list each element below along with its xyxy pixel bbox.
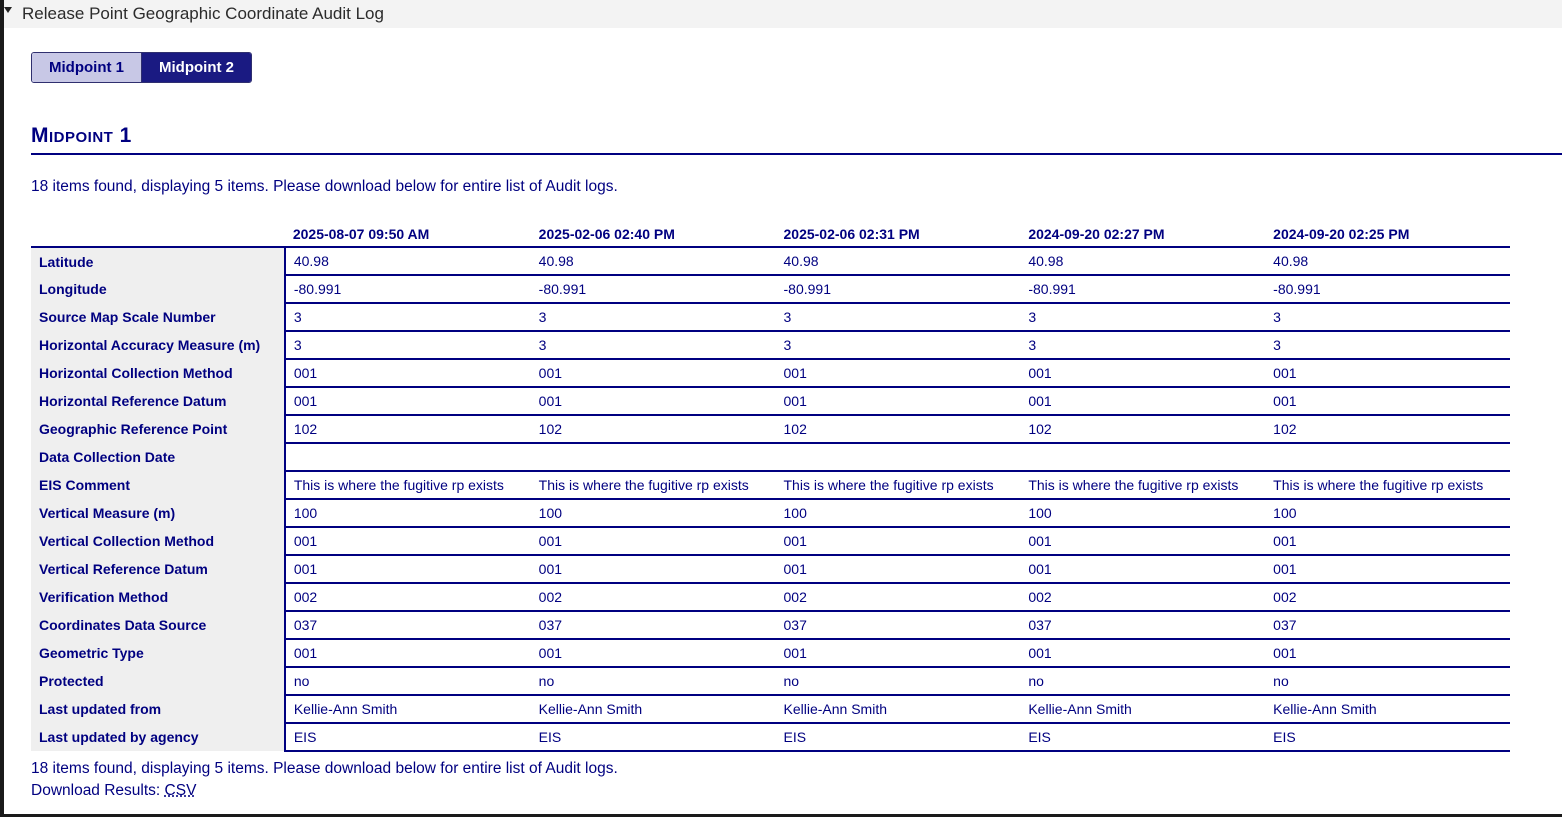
table-cell: 002 [285, 583, 531, 611]
csv-download-link[interactable]: CSV [164, 782, 197, 799]
table-cell: 102 [776, 415, 1021, 443]
row-header: Vertical Collection Method [31, 527, 285, 555]
audit-log-table [31, 222, 1510, 752]
table-cell: 001 [531, 555, 776, 583]
column-header: 2024-09-20 02:25 PM [1265, 222, 1510, 247]
table-cell: -80.991 [531, 275, 776, 303]
row-header: Geographic Reference Point [31, 415, 285, 443]
table-cell: Kellie-Ann Smith [1020, 695, 1265, 723]
table-cell: This is where the fugitive rp exists [531, 471, 776, 499]
table-cell: Kellie-Ann Smith [285, 695, 531, 723]
table-cell [776, 443, 1021, 471]
table-row [31, 555, 1510, 583]
table-cell: 001 [1265, 639, 1510, 667]
table-cell: 3 [285, 331, 531, 359]
table-cell: -80.991 [1020, 275, 1265, 303]
table-cell: no [531, 667, 776, 695]
table-row [31, 667, 1510, 695]
table-cell: 001 [285, 639, 531, 667]
table-cell: no [1020, 667, 1265, 695]
table-row [31, 387, 1510, 415]
collapse-caret-icon[interactable] [4, 7, 12, 13]
table-cell: 001 [531, 359, 776, 387]
table-cell: 001 [776, 555, 1021, 583]
table-cell: 3 [1265, 303, 1510, 331]
table-cell: 001 [285, 359, 531, 387]
row-header: Last updated by agency [31, 723, 285, 751]
table-cell: 102 [1020, 415, 1265, 443]
table-cell: 3 [1020, 303, 1265, 331]
table-cell: 001 [1020, 387, 1265, 415]
table-cell: 3 [776, 331, 1021, 359]
table-row [31, 275, 1510, 303]
table-cell: 100 [285, 499, 531, 527]
window-left-border [0, 0, 4, 817]
table-cell: EIS [776, 723, 1021, 751]
row-header: Coordinates Data Source [31, 611, 285, 639]
table-row [31, 583, 1510, 611]
table-cell: Kellie-Ann Smith [1265, 695, 1510, 723]
section-title: Release Point Geographic Coordinate Audit Log [22, 4, 384, 23]
table-cell: EIS [1265, 723, 1510, 751]
table-cell: 102 [531, 415, 776, 443]
column-header: 2025-02-06 02:31 PM [776, 222, 1021, 247]
table-cell: 3 [776, 303, 1021, 331]
table-cell: EIS [1020, 723, 1265, 751]
row-header: EIS Comment [31, 471, 285, 499]
row-header: Horizontal Collection Method [31, 359, 285, 387]
table-row [31, 415, 1510, 443]
column-header: 2025-08-07 09:50 AM [285, 222, 531, 247]
table-cell: 100 [776, 499, 1021, 527]
table-corner-cell [31, 222, 285, 247]
row-header: Longitude [31, 275, 285, 303]
table-cell: 100 [1020, 499, 1265, 527]
table-row [31, 723, 1510, 751]
table-row [31, 471, 1510, 499]
audit-table-body [31, 247, 1510, 751]
row-header: Latitude [31, 247, 285, 275]
table-cell: 40.98 [285, 247, 531, 275]
table-cell: 001 [1020, 639, 1265, 667]
table-row [31, 359, 1510, 387]
table-cell: 002 [1265, 583, 1510, 611]
table-cell: 100 [1265, 499, 1510, 527]
table-cell: 001 [531, 639, 776, 667]
table-cell: 001 [1265, 555, 1510, 583]
tab-midpoint-2[interactable]: Midpoint 2 [142, 53, 251, 82]
table-cell: 002 [531, 583, 776, 611]
row-header: Horizontal Accuracy Measure (m) [31, 331, 285, 359]
table-cell [1265, 443, 1510, 471]
table-row [31, 443, 1510, 471]
table-cell: 001 [285, 387, 531, 415]
download-label: Download Results: [31, 782, 161, 799]
audit-log-section-header[interactable] [4, 0, 1562, 28]
row-header: Protected [31, 667, 285, 695]
table-cell: 001 [1020, 359, 1265, 387]
table-cell: Kellie-Ann Smith [531, 695, 776, 723]
table-cell: EIS [531, 723, 776, 751]
page-title: Midpoint 1 [31, 124, 132, 147]
row-header: Horizontal Reference Datum [31, 387, 285, 415]
table-cell: 3 [1020, 331, 1265, 359]
row-header: Vertical Reference Datum [31, 555, 285, 583]
table-cell: 001 [1020, 527, 1265, 555]
midpoint-tabs [31, 52, 252, 83]
row-header: Vertical Measure (m) [31, 499, 285, 527]
table-cell: 001 [285, 527, 531, 555]
column-header: 2025-02-06 02:40 PM [531, 222, 776, 247]
table-cell: 037 [1265, 611, 1510, 639]
table-cell: 40.98 [1265, 247, 1510, 275]
tab-midpoint-1[interactable]: Midpoint 1 [32, 53, 142, 82]
table-row [31, 247, 1510, 275]
table-cell: 001 [531, 387, 776, 415]
row-header: Geometric Type [31, 639, 285, 667]
table-cell: -80.991 [776, 275, 1021, 303]
table-cell: no [776, 667, 1021, 695]
row-header: Source Map Scale Number [31, 303, 285, 331]
table-cell: 40.98 [1020, 247, 1265, 275]
table-row [31, 499, 1510, 527]
column-header: 2024-09-20 02:27 PM [1020, 222, 1265, 247]
table-cell: 001 [285, 555, 531, 583]
table-cell [1020, 443, 1265, 471]
table-cell: 102 [1265, 415, 1510, 443]
table-cell: 001 [1265, 387, 1510, 415]
table-cell: Kellie-Ann Smith [776, 695, 1021, 723]
table-cell: 40.98 [531, 247, 776, 275]
table-cell: This is where the fugitive rp exists [1020, 471, 1265, 499]
table-cell: 102 [285, 415, 531, 443]
table-cell: no [1265, 667, 1510, 695]
table-cell: 3 [1265, 331, 1510, 359]
table-cell: 001 [1265, 527, 1510, 555]
table-cell: 037 [285, 611, 531, 639]
table-cell: 001 [531, 527, 776, 555]
table-cell: -80.991 [1265, 275, 1510, 303]
table-cell: EIS [285, 723, 531, 751]
download-results [31, 782, 196, 800]
table-cell: 3 [531, 303, 776, 331]
table-row [31, 695, 1510, 723]
table-cell: This is where the fugitive rp exists [776, 471, 1021, 499]
table-cell: 001 [1020, 555, 1265, 583]
table-cell: 001 [776, 387, 1021, 415]
table-cell: 40.98 [776, 247, 1021, 275]
results-summary-bottom: 18 items found, displaying 5 items. Please download below for entire list of Audit logs. [31, 760, 618, 777]
row-header: Last updated from [31, 695, 285, 723]
table-row [31, 331, 1510, 359]
table-row [31, 527, 1510, 555]
table-cell: no [285, 667, 531, 695]
table-cell: 001 [1265, 359, 1510, 387]
results-summary-top: 18 items found, displaying 5 items. Please download below for entire list of Audit logs. [31, 178, 618, 195]
table-cell: This is where the fugitive rp exists [1265, 471, 1510, 499]
table-row [31, 611, 1510, 639]
table-row [31, 639, 1510, 667]
table-cell: -80.991 [285, 275, 531, 303]
row-header: Verification Method [31, 583, 285, 611]
table-cell: 037 [1020, 611, 1265, 639]
table-cell: 3 [285, 303, 531, 331]
table-cell: 001 [776, 639, 1021, 667]
title-divider [31, 153, 1562, 155]
table-cell: 3 [531, 331, 776, 359]
table-cell: 002 [1020, 583, 1265, 611]
table-cell: 037 [776, 611, 1021, 639]
table-cell: This is where the fugitive rp exists [285, 471, 531, 499]
table-cell: 037 [531, 611, 776, 639]
table-header-row [31, 222, 1510, 247]
table-cell: 001 [776, 527, 1021, 555]
table-cell: 001 [776, 359, 1021, 387]
table-row [31, 303, 1510, 331]
table-cell [531, 443, 776, 471]
table-cell: 002 [776, 583, 1021, 611]
table-cell: 100 [531, 499, 776, 527]
table-cell [285, 443, 531, 471]
row-header: Data Collection Date [31, 443, 285, 471]
